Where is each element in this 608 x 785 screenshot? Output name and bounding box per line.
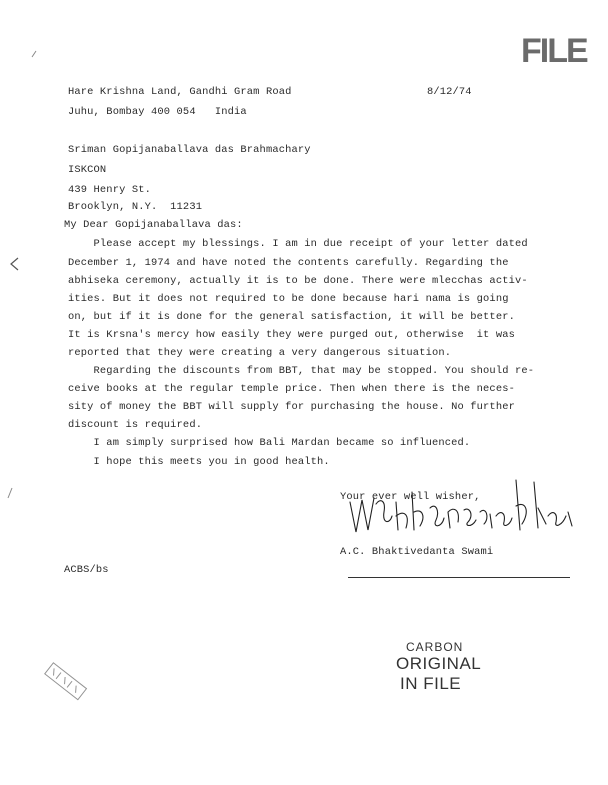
body-line: Regarding the discounts from BBT, that may be stopped. You should re- — [68, 365, 535, 377]
margin-mark — [6, 487, 14, 499]
body-line: I hope this meets you in good health. — [68, 456, 330, 468]
salutation: My Dear Gopijanaballava das: — [64, 219, 243, 231]
body-line: December 1, 1974 and have noted the contents carefully. Regarding the — [68, 257, 509, 269]
carbon-original-stamp — [396, 640, 516, 694]
carbon-stamp-line3: IN FILE — [400, 674, 462, 693]
body-line: on, but if it is done for the general satisfaction, it will be better. — [68, 311, 515, 323]
body-line: ities. But it does not required to be done because hari nama is going — [68, 293, 509, 305]
body-line: It is Krsna's mercy how easily they were purged out, otherwise it was — [68, 329, 515, 341]
file-stamp — [507, 30, 587, 74]
body-line: I am simply surprised how Bali Mardan became so influenced. — [68, 437, 471, 449]
carbon-stamp-line1: CARBON — [406, 640, 464, 654]
body-line: Please accept my blessings. I am in due receipt of your letter dated — [68, 238, 528, 250]
address-line-1: Hare Krishna Land, Gandhi Gram Road — [68, 86, 292, 98]
faded-rotated-stamp — [38, 662, 92, 702]
signer-name: A.C. Bhaktivedanta Swami — [340, 546, 494, 558]
file-stamp-text: FILE — [521, 32, 587, 70]
typist-initials: ACBS/bs — [64, 564, 109, 576]
recipient-city: Brooklyn, N.Y. 11231 — [68, 201, 203, 213]
handwritten-signature — [340, 472, 580, 542]
body-line: ceive books at the regular temple price. Then when there is the neces- — [68, 383, 515, 395]
recipient-name: Sriman Gopijanaballava das Brahmachary — [68, 144, 311, 156]
recipient-street: 439 Henry St. — [68, 184, 152, 196]
address-line-2: Juhu, Bombay 400 054 India — [68, 106, 247, 118]
recipient-org: ISKCON — [68, 164, 107, 176]
body-line: reported that they were creating a very dangerous situation. — [68, 347, 452, 359]
letter-date: 8/12/74 — [427, 86, 472, 98]
carbon-stamp-line2: ORIGINAL — [396, 654, 482, 673]
signature-rule — [348, 577, 570, 578]
body-line: sity of money the BBT will supply for purchasing the house. No further — [68, 401, 515, 413]
closing: Your ever well wisher, — [340, 491, 481, 503]
body-line: abhiseka ceremony, actually it is to be done. There were mlecchas activ- — [68, 275, 528, 287]
margin-mark — [8, 256, 20, 272]
margin-mark — [30, 50, 38, 58]
body-line: discount is required. — [68, 419, 203, 431]
